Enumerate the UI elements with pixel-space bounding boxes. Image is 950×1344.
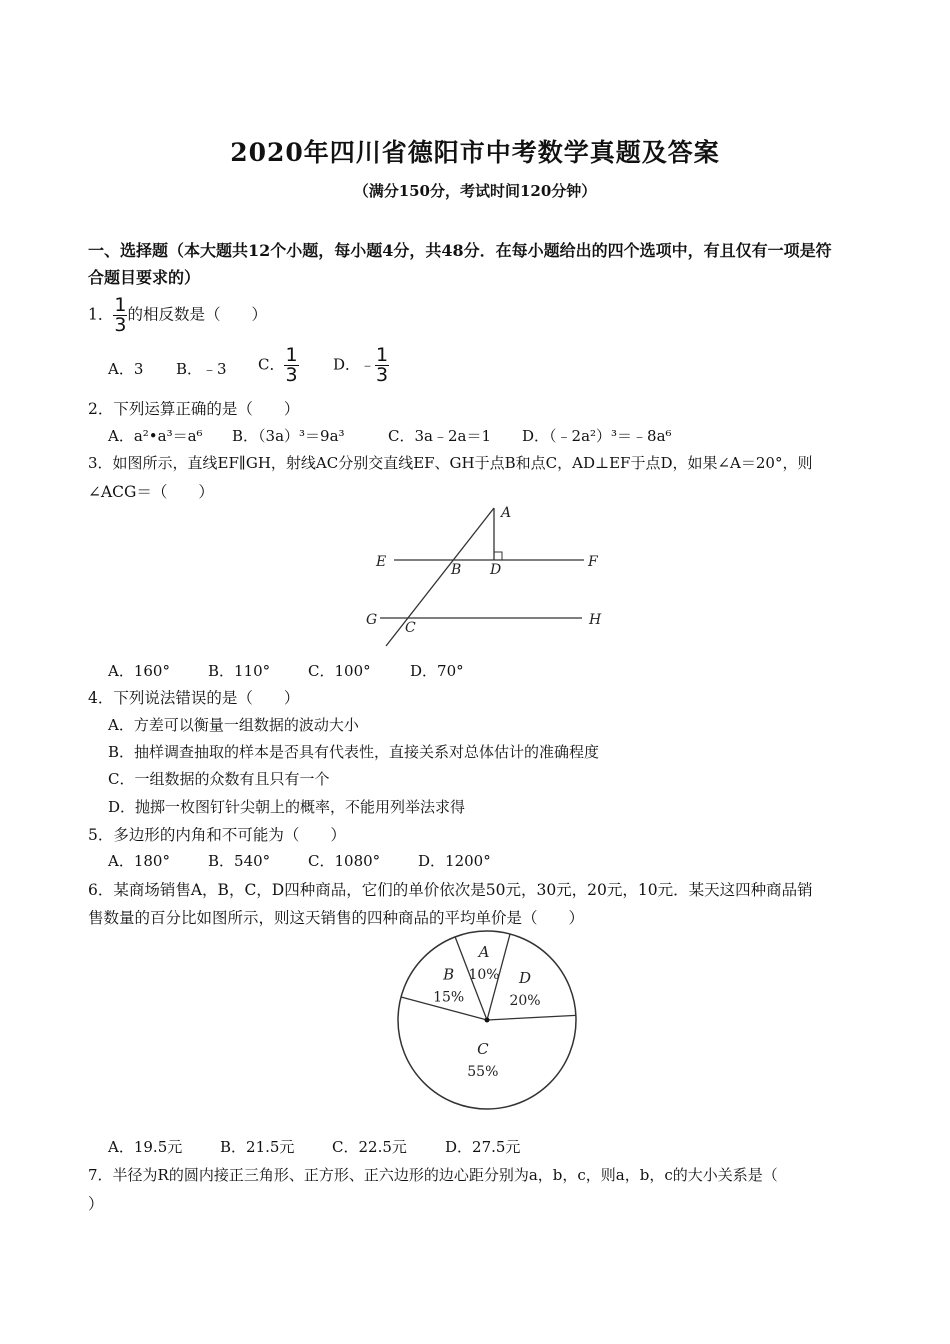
q5-option-a: A．180° <box>108 852 170 870</box>
q6-pie-chart <box>392 930 584 1114</box>
q3-geometry-figure <box>360 500 620 650</box>
q2-option-a: A．a²•a³＝a⁶ <box>108 427 203 445</box>
pie-category-label: A <box>478 943 490 962</box>
label-b: B <box>451 562 462 578</box>
label-d: D <box>490 562 502 578</box>
q4-option-d: D．抛掷一枚图钉针尖朝上的概率，不能用列举法求得 <box>108 798 466 816</box>
question-7-line2: ） <box>88 1195 104 1213</box>
label-c: C <box>405 620 416 636</box>
ray-ac <box>386 508 494 646</box>
pie-percent-label: 55% <box>467 1063 499 1080</box>
q5-option-c: C．1080° <box>308 852 381 870</box>
q6-option-b: B．21.5元 <box>220 1138 295 1156</box>
q3-option-c: C．100° <box>308 662 371 680</box>
page-subtitle: （满分150分，考试时间120分钟） <box>353 182 597 200</box>
page-title: 2020年四川省德阳市中考数学真题及答案 <box>230 138 720 167</box>
q1-option-c: C． $\frac{1}{3}$ <box>258 344 298 386</box>
label-e: E <box>376 554 387 570</box>
q1-option-a: A．3 <box>108 360 144 378</box>
section-heading-line2: 合题目要求的） <box>88 268 201 287</box>
q1-number: 1． <box>88 305 114 324</box>
pie-center-dot <box>485 1018 490 1023</box>
section-heading-line1: 一、选择题（本大题共12个小题，每小题4分，共48分．在每小题给出的四个选项中，有且仅有一项是符 <box>88 241 832 260</box>
q2-option-c: C．3a﹣2a＝1 <box>388 427 491 445</box>
q5-option-d: D．1200° <box>418 852 491 870</box>
question-6-line1: 6．某商场销售A，B，C，D四种商品，它们的单价依次是50元，30元，20元，10元．某天这四种商品销 <box>88 881 813 899</box>
q1-text: 的相反数是（ ） <box>127 305 267 324</box>
question-3-line1: 3．如图所示，直线EF∥GH，射线AC分别交直线EF、GH于点B和点C，AD⊥EF于点D，如果∠A＝20°，则 <box>88 454 813 472</box>
q1-option-d: D．﹣ $\frac{1}{3}$ <box>333 344 389 386</box>
q6-option-c: C．22.5元 <box>332 1138 407 1156</box>
q1-option-b: B．﹣3 <box>176 360 227 378</box>
question-5: 5．多边形的内角和不可能为（ ） <box>88 826 346 844</box>
q6-option-d: D．27.5元 <box>445 1138 521 1156</box>
question-6-line2: 售数量的百分比如图所示，则这天销售的四种商品的平均单价是（ ） <box>88 909 585 927</box>
question-4: 4．下列说法错误的是（ ） <box>88 689 300 707</box>
label-a: A <box>501 505 512 521</box>
q3-option-a: A．160° <box>108 662 170 680</box>
q6-option-a: A．19.5元 <box>108 1138 183 1156</box>
q1-fraction: $\frac{1}{3}$ <box>114 294 127 336</box>
pie-percent-label: 10% <box>468 967 500 984</box>
q3-option-b: B．110° <box>208 662 271 680</box>
pie-category-label: C <box>477 1039 489 1058</box>
q2-option-b: B．（3a）³＝9a³ <box>232 427 345 445</box>
pie-percent-label: 20% <box>509 993 541 1010</box>
label-h: H <box>589 612 602 628</box>
label-g: G <box>366 612 378 628</box>
pie-category-label: D <box>519 969 532 988</box>
q3-option-d: D．70° <box>410 662 464 680</box>
q4-option-a: A．方差可以衡量一组数据的波动大小 <box>108 716 359 734</box>
question-3-line2: ∠ACG＝（ ） <box>88 483 214 501</box>
q5-option-b: B．540° <box>208 852 271 870</box>
pie-category-label: B <box>443 965 455 984</box>
q2-option-d: D．（﹣2a²）³＝﹣8a⁶ <box>522 427 672 445</box>
question-1 <box>88 296 267 335</box>
q4-option-b: B．抽样调查抽取的样本是否具有代表性，直接关系对总体估计的准确程度 <box>108 743 600 761</box>
question-7-line1: 7．半径为R的圆内接正三角形、正方形、正六边形的边心距分别为a，b，c，则a，b，c的大小关系是（ <box>88 1166 778 1184</box>
pie-percent-label: 15% <box>433 989 465 1006</box>
label-f: F <box>588 554 598 570</box>
question-2: 2．下列运算正确的是（ ） <box>88 400 300 418</box>
q4-option-c: C．一组数据的众数有且只有一个 <box>108 770 330 788</box>
right-angle-mark <box>494 552 502 560</box>
